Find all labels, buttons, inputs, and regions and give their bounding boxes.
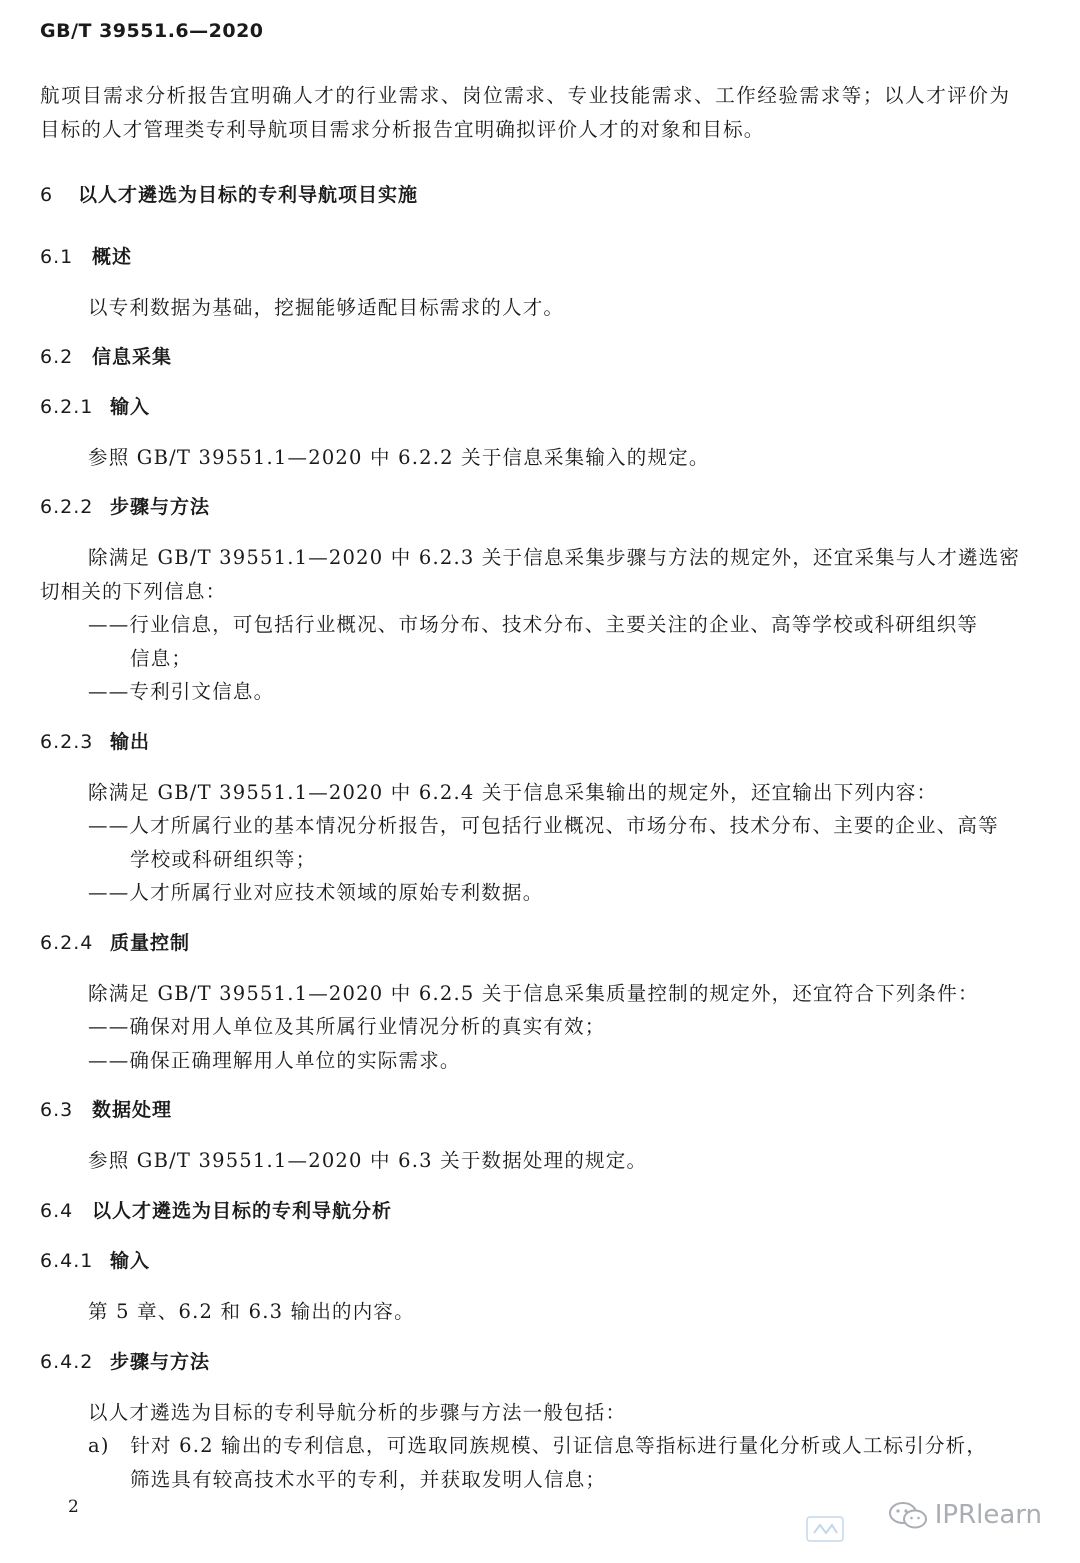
section-heading bbox=[40, 180, 418, 207]
section-number: 6.2.2 bbox=[40, 496, 94, 518]
section-title: 以人才遴选为目标的专利导航项目实施 bbox=[78, 184, 419, 206]
body-line: 除满足 GB/T 39551.1—2020 中 6.2.3 关于信息采集步骤与方法的规定外，还宜采集与人才遴选密 bbox=[88, 546, 1021, 569]
list-item: a) 针对 6.2 输出的专利信息，可选取同族规模、引证信息等指标进行量化分析或人工标引分析， bbox=[88, 1434, 988, 1457]
list-item: ——人才所属行业对应技术领域的原始专利数据。 bbox=[88, 881, 544, 904]
section-number: 6.2.4 bbox=[40, 932, 94, 954]
page-number: 2 bbox=[68, 1497, 79, 1517]
list-item: ——确保正确理解用人单位的实际需求。 bbox=[88, 1049, 461, 1072]
section-number: 6.4 bbox=[40, 1200, 74, 1222]
body-line: 除满足 GB/T 39551.1—2020 中 6.2.5 关于信息采集质量控制的规定外，还宜符合下列条件： bbox=[88, 982, 979, 1005]
section-number: 6.2.3 bbox=[40, 731, 94, 753]
body-line: 切相关的下列信息： bbox=[40, 580, 227, 603]
watermark bbox=[887, 1500, 1042, 1530]
wechat-icon bbox=[887, 1500, 929, 1530]
section-title: 步骤与方法 bbox=[110, 1351, 211, 1373]
section-title: 以人才遴选为目标的专利导航分析 bbox=[92, 1200, 393, 1222]
body-line: 以专利数据为基础，挖掘能够适配目标需求的人才。 bbox=[88, 296, 565, 319]
body-line: 航项目需求分析报告宜明确人才的行业需求、岗位需求、专业技能需求、工作经验需求等；以人才评价为 bbox=[40, 84, 1011, 107]
section-number: 6.4.1 bbox=[40, 1250, 94, 1272]
section-number: 6.4.2 bbox=[40, 1351, 94, 1373]
list-item: ——行业信息，可包括行业概况、市场分布、技术分布、主要关注的企业、高等学校或科研组织等 bbox=[88, 613, 979, 636]
section-title: 质量控制 bbox=[110, 932, 191, 954]
section-heading bbox=[40, 242, 132, 269]
section-title: 步骤与方法 bbox=[110, 496, 211, 518]
body-line: 以人才遴选为目标的专利导航分析的步骤与方法一般包括： bbox=[88, 1401, 627, 1424]
section-number: 6.2 bbox=[40, 346, 74, 368]
section-number: 6.2.1 bbox=[40, 396, 94, 418]
section-heading bbox=[40, 1196, 392, 1223]
body-line: 参照 GB/T 39551.1—2020 中 6.2.2 关于信息采集输入的规定。 bbox=[88, 446, 710, 469]
sac-logo-icon bbox=[806, 1516, 844, 1542]
section-heading bbox=[40, 1347, 210, 1374]
watermark-text: IPRlearn bbox=[934, 1500, 1042, 1530]
section-number: 6 bbox=[40, 184, 54, 206]
list-item: ——专利引文信息。 bbox=[88, 680, 275, 703]
body-line: 第 5 章、6.2 和 6.3 输出的内容。 bbox=[88, 1300, 415, 1323]
section-heading bbox=[40, 928, 190, 955]
section-title: 概述 bbox=[92, 246, 133, 268]
section-heading bbox=[40, 1246, 150, 1273]
section-number: 6.3 bbox=[40, 1099, 74, 1121]
section-heading bbox=[40, 1095, 172, 1122]
section-number: 6.1 bbox=[40, 246, 74, 268]
list-item: ——确保对用人单位及其所属行业情况分析的真实有效； bbox=[88, 1015, 606, 1038]
section-title: 输入 bbox=[110, 1250, 151, 1272]
list-item-continuation: 学校或科研组织等； bbox=[130, 848, 317, 871]
document-header: GB/T 39551.6—2020 bbox=[40, 20, 264, 42]
section-title: 输入 bbox=[110, 396, 151, 418]
section-heading bbox=[40, 342, 172, 369]
body-line: 除满足 GB/T 39551.1—2020 中 6.2.4 关于信息采集输出的规定外，还宜输出下列内容： bbox=[88, 781, 938, 804]
section-title: 信息采集 bbox=[92, 346, 173, 368]
section-heading bbox=[40, 492, 210, 519]
section-heading bbox=[40, 727, 150, 754]
section-heading bbox=[40, 392, 150, 419]
body-line: 目标的人才管理类专利导航项目需求分析报告宜明确拟评价人才的对象和目标。 bbox=[40, 118, 765, 141]
list-item: ——人才所属行业的基本情况分析报告，可包括行业概况、市场分布、技术分布、主要的企业、高等 bbox=[88, 814, 999, 837]
section-title: 数据处理 bbox=[92, 1099, 173, 1121]
list-item-continuation: 信息； bbox=[130, 647, 193, 670]
section-title: 输出 bbox=[110, 731, 151, 753]
list-item-continuation: 筛选具有较高技术水平的专利，并获取发明人信息； bbox=[130, 1468, 607, 1491]
body-line: 参照 GB/T 39551.1—2020 中 6.3 关于数据处理的规定。 bbox=[88, 1149, 648, 1172]
